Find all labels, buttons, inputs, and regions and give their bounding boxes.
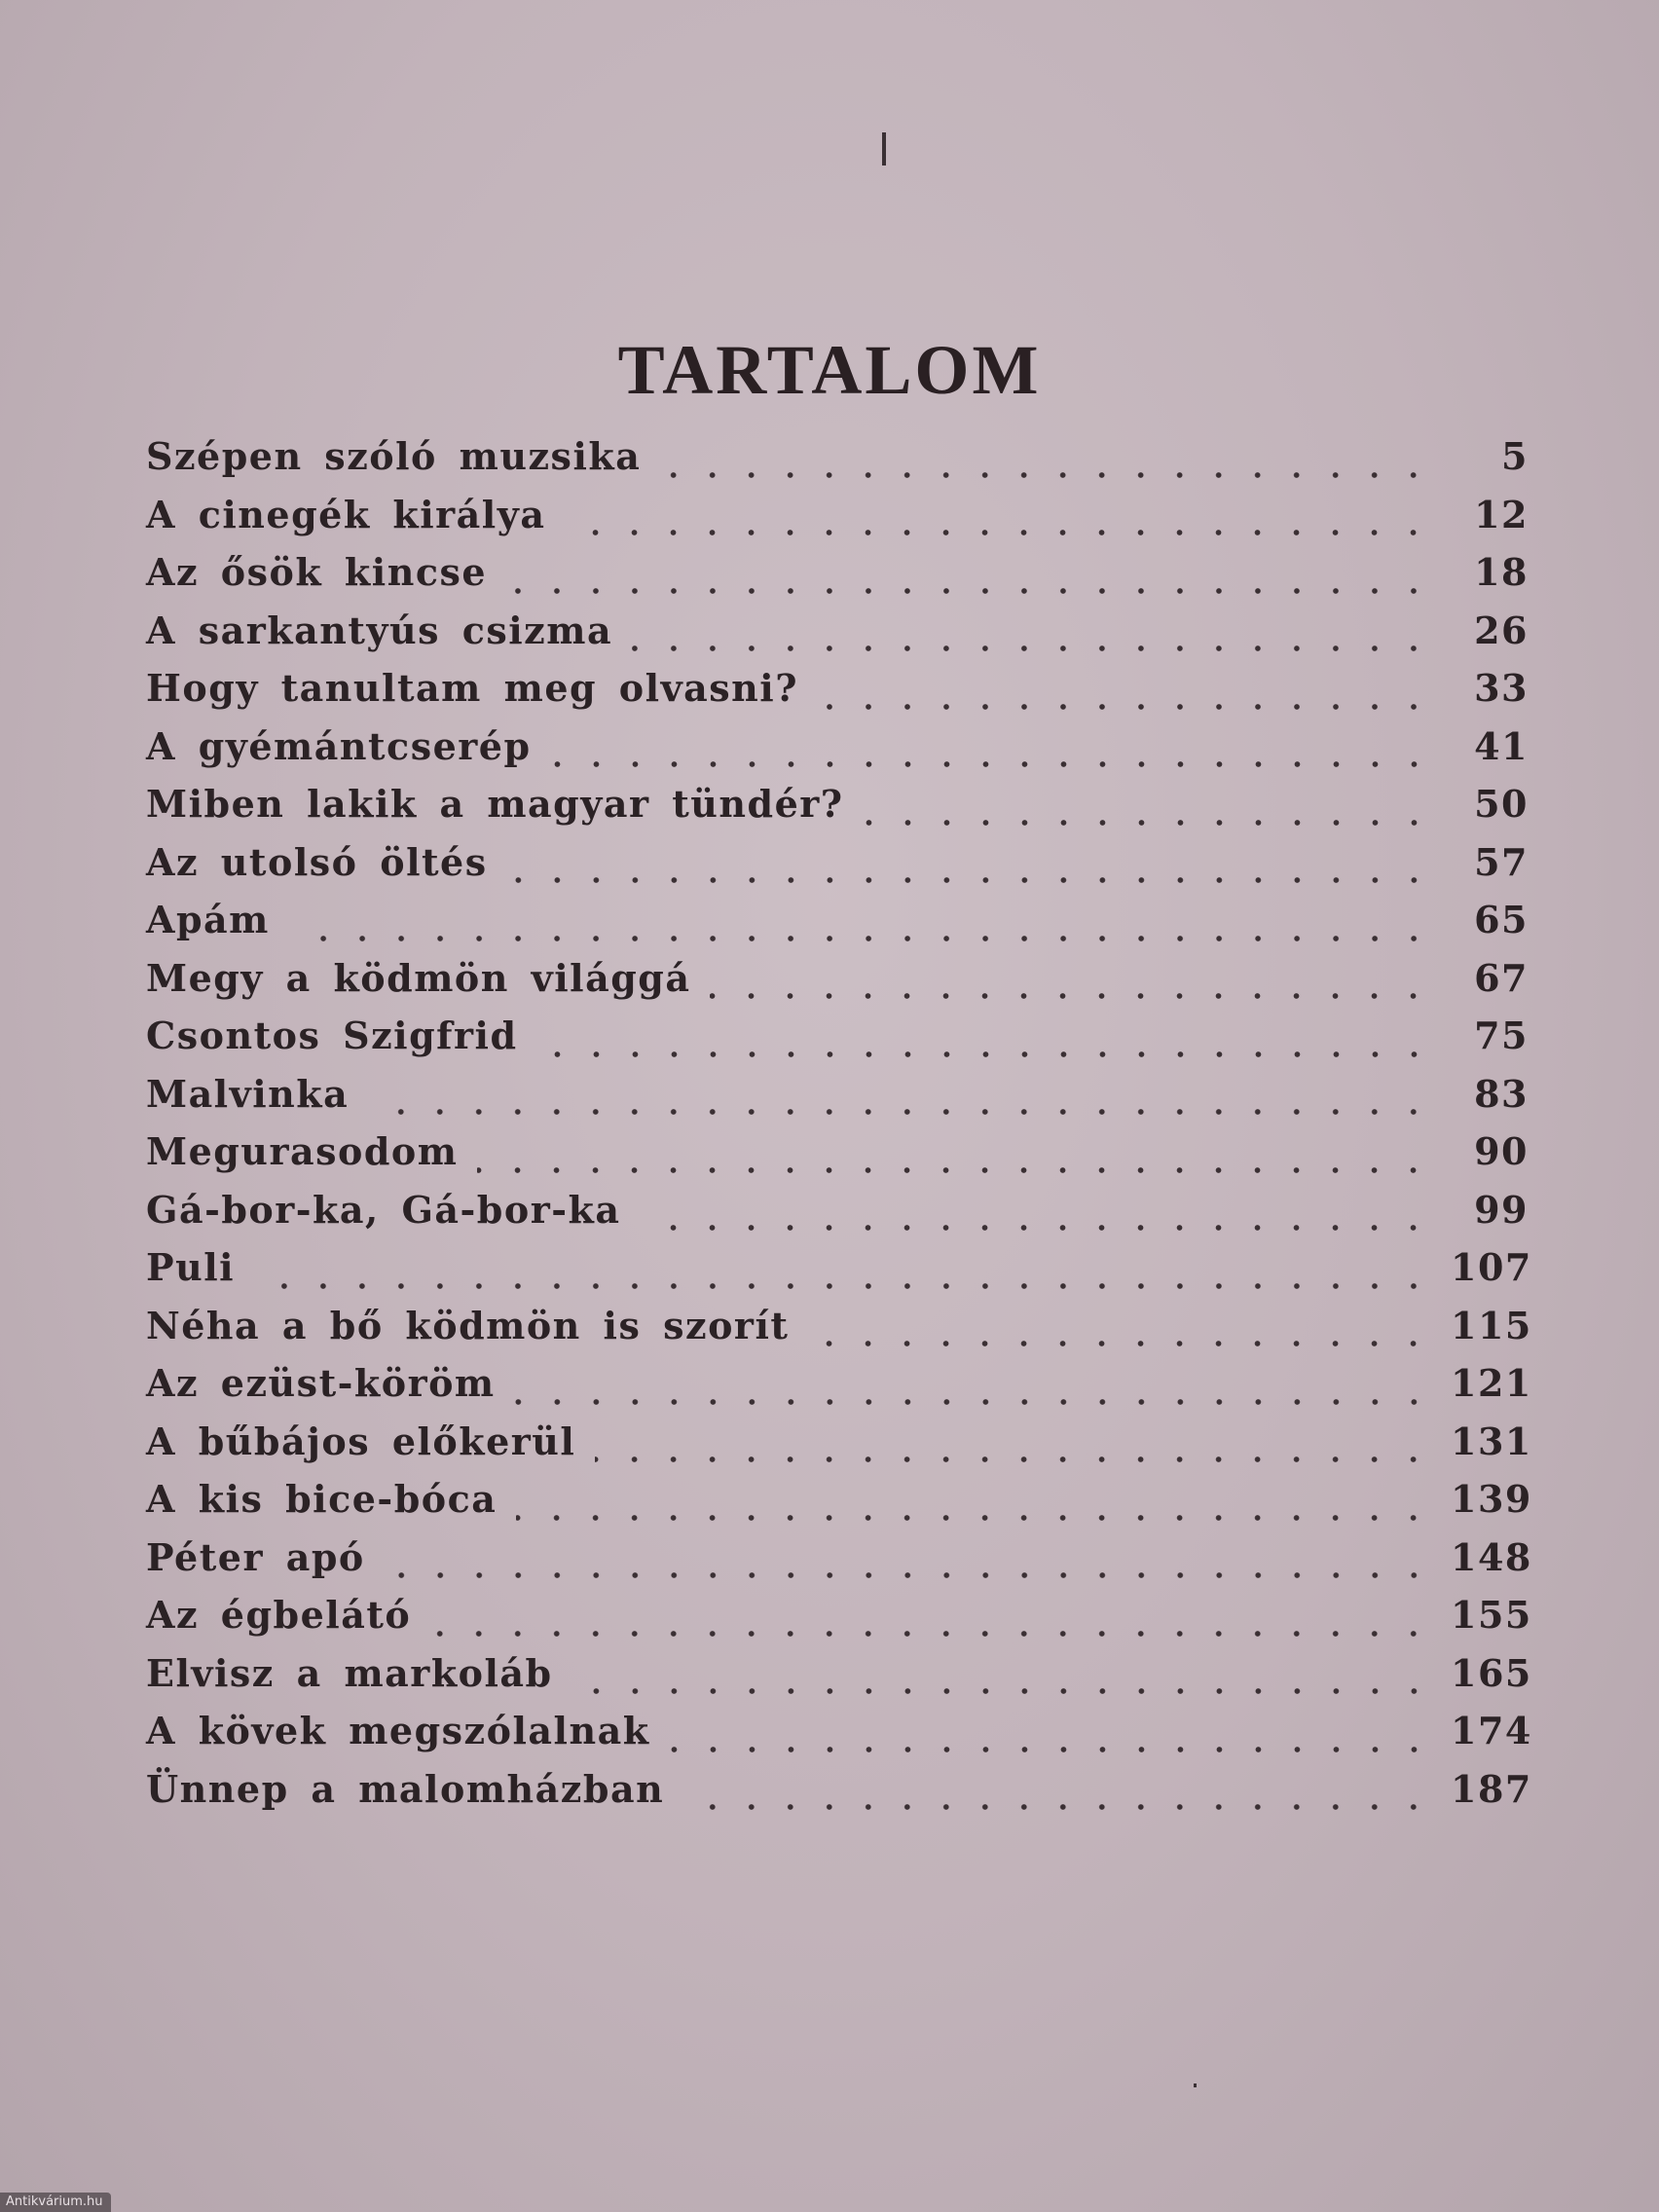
- toc-entry-title: Gá-bor-ka, Gá-bor-ka: [146, 1187, 621, 1232]
- dot-leader: [572, 1688, 1433, 1694]
- toc-entry-title: A gyémántcserép: [146, 723, 532, 768]
- toc-entry-page-number: 18: [1474, 550, 1529, 594]
- dot-leader: [385, 1572, 1433, 1578]
- toc-entry-page-number: 99: [1474, 1187, 1529, 1232]
- dot-leader: [477, 1167, 1433, 1173]
- toc-entry: [146, 840, 1529, 899]
- toc-entry-page-number: 67: [1474, 955, 1529, 1000]
- dot-leader: [254, 1283, 1433, 1289]
- toc-entry-title: Miben lakik a magyar tündér?: [146, 782, 844, 826]
- toc-entry: [146, 1303, 1532, 1362]
- print-speck: [1194, 2083, 1197, 2087]
- toc-entry-page-number: 57: [1474, 839, 1529, 884]
- toc-entry-title: Apám: [146, 898, 270, 941]
- toc-entry-page-number: 148: [1451, 1534, 1532, 1579]
- toc-entry-title: Ünnep a malomházban: [146, 1766, 665, 1811]
- toc-entry: [146, 724, 1529, 783]
- toc-entry: [146, 1534, 1532, 1594]
- toc-entry-page-number: 174: [1451, 1709, 1532, 1752]
- dot-leader: [595, 1456, 1433, 1462]
- toc-entry-page-number: 33: [1474, 666, 1529, 710]
- toc-entry: [146, 1477, 1532, 1535]
- dot-leader: [565, 530, 1433, 535]
- dot-leader: [289, 936, 1433, 941]
- toc-entry-title: A kis bice-bóca: [146, 1477, 498, 1521]
- dot-leader: [632, 645, 1433, 651]
- toc-entry: [146, 1709, 1532, 1767]
- toc-entry-page-number: 50: [1474, 782, 1529, 826]
- toc-entry: [146, 1188, 1529, 1246]
- toc-entry-page-number: 75: [1474, 1014, 1529, 1057]
- dot-leader: [506, 588, 1433, 594]
- watermark-badge: Antikvárium.hu: [0, 2193, 111, 2212]
- page-title: TARTALOM: [617, 331, 1042, 410]
- toc-entry-page-number: 26: [1474, 608, 1529, 652]
- toc-entry-title: Péter apó: [146, 1534, 365, 1579]
- dot-leader: [515, 1399, 1433, 1405]
- toc-entry-page-number: 115: [1451, 1303, 1532, 1347]
- toc-entry: [146, 1014, 1529, 1072]
- dot-leader: [660, 472, 1433, 478]
- toc-entry-page-number: 12: [1474, 492, 1529, 536]
- toc-entry: [146, 956, 1529, 1014]
- dot-leader: [430, 1631, 1433, 1637]
- toc-entry: [146, 1129, 1529, 1188]
- toc-entry: [146, 1361, 1532, 1419]
- dot-leader: [864, 820, 1433, 826]
- toc-entry-title: Néha a bő ködmön is szorít: [146, 1303, 790, 1347]
- dot-leader: [537, 1051, 1433, 1057]
- toc-entry: [146, 1593, 1532, 1651]
- toc-entry-title: A bűbájos előkerül: [146, 1419, 576, 1463]
- toc-entry-title: Az utolsó öltés: [146, 839, 488, 884]
- toc-entry-title: Az égbelátó: [146, 1593, 412, 1637]
- toc-entry-page-number: 139: [1451, 1477, 1532, 1521]
- toc-entry-title: Az ősök kincse: [146, 550, 488, 594]
- toc-entry: [146, 1419, 1532, 1478]
- toc-entry-page-number: 155: [1451, 1593, 1532, 1637]
- toc-entry-title: Malvinka: [146, 1071, 350, 1116]
- toc-entry: [146, 608, 1529, 667]
- toc-entry-page-number: 187: [1451, 1766, 1532, 1811]
- dot-leader: [368, 1109, 1433, 1115]
- dot-leader: [808, 1341, 1433, 1346]
- toc-entry-title: Megurasodom: [146, 1129, 459, 1173]
- toc-entry-title: Csontos Szigfrid: [146, 1014, 518, 1057]
- toc-entry-title: Az ezüst-köröm: [146, 1361, 496, 1405]
- toc-entry: [146, 782, 1529, 840]
- toc-entry: [146, 666, 1529, 724]
- toc-entry: [146, 493, 1529, 551]
- dot-leader: [516, 1515, 1433, 1521]
- toc-entry-page-number: 65: [1474, 898, 1529, 941]
- toc-entry-title: A sarkantyús csizma: [146, 608, 613, 652]
- toc-entry-page-number: 83: [1474, 1071, 1529, 1116]
- toc-entry-page-number: 121: [1451, 1361, 1532, 1405]
- toc-entry-title: A cinegék királya: [146, 492, 546, 536]
- dot-leader: [710, 993, 1433, 999]
- toc-entry-title: Hogy tanultam meg olvasni?: [146, 666, 798, 710]
- toc-entry-title: Elvisz a markoláb: [146, 1650, 553, 1695]
- toc-entry: [146, 550, 1529, 608]
- toc-entry: [146, 1245, 1532, 1304]
- toc-entry-page-number: 165: [1451, 1650, 1532, 1695]
- toc-entry: [146, 1650, 1532, 1710]
- toc-entry: [146, 1072, 1529, 1130]
- print-speck: [882, 132, 886, 166]
- toc-entry: [146, 1766, 1532, 1825]
- toc-entry-page-number: 90: [1474, 1129, 1529, 1173]
- dot-leader: [818, 704, 1433, 710]
- toc-entry-title: Puli: [146, 1245, 236, 1289]
- dot-leader: [507, 877, 1433, 883]
- dot-leader: [683, 1804, 1433, 1810]
- dot-leader: [640, 1225, 1433, 1231]
- dot-leader: [670, 1747, 1433, 1752]
- toc-entry-title: A kövek megszólalnak: [146, 1709, 650, 1752]
- toc-entry-title: Szépen szóló muzsika: [146, 434, 642, 478]
- toc-entry-page-number: 131: [1451, 1419, 1532, 1463]
- toc-entry-title: Megy a ködmön világgá: [146, 955, 691, 1000]
- table-of-contents: [146, 434, 1532, 1825]
- toc-entry: [146, 434, 1529, 493]
- toc-entry-page-number: 41: [1474, 723, 1529, 768]
- toc-entry: [146, 898, 1529, 956]
- dot-leader: [551, 761, 1433, 767]
- toc-entry-page-number: 5: [1501, 434, 1529, 478]
- toc-entry-page-number: 107: [1451, 1245, 1532, 1289]
